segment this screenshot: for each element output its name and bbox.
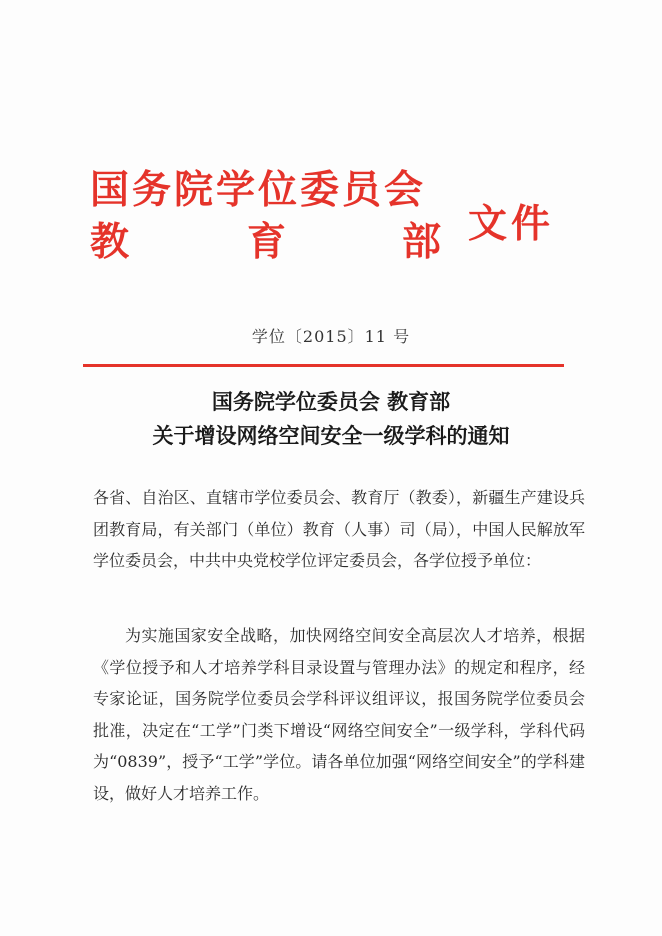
issuer-name-line1: 国务院学位委员会 — [90, 167, 427, 213]
issuer-char: 育 — [247, 219, 287, 265]
document-title-line1: 国务院学位委员会 教育部 — [211, 390, 451, 414]
issuer-name-line2 — [90, 218, 440, 266]
document-title-line2: 关于增设网络空间安全一级学科的通知 — [152, 424, 510, 448]
issuer-char: 部 — [402, 219, 442, 265]
body-paragraph: 为实施国家安全战略，加快网络空间安全高层次人才培养，根据《学位授予和人才培养学科目录设置与管理办法》的规定和程序，经专家论证，国务院学位委员会学科评议组评议，报国务院学位委员会批准，决定在“工学”门类下增设“网络空间安全”一级学科，学科代码为“0839”，授予“工学”学位。请各单位加强“网络空间安全”的学科建设，做好人才培养工作。 — [93, 626, 585, 803]
issuer-char: 教 — [90, 219, 130, 265]
letterhead-divider — [83, 364, 564, 367]
doc-type-label: 文件 — [468, 201, 555, 247]
document-number: 学位〔2015〕11 号 — [251, 327, 411, 346]
salutation: 各省、自治区、直辖市学位委员会、教育厅（教委），新疆生产建设兵团教育局，有关部门（单位）教育（人事）司（局），中国人民解放军学位委员会，中共中央党校学位评定委员会，各学位授予单位： — [93, 488, 585, 570]
